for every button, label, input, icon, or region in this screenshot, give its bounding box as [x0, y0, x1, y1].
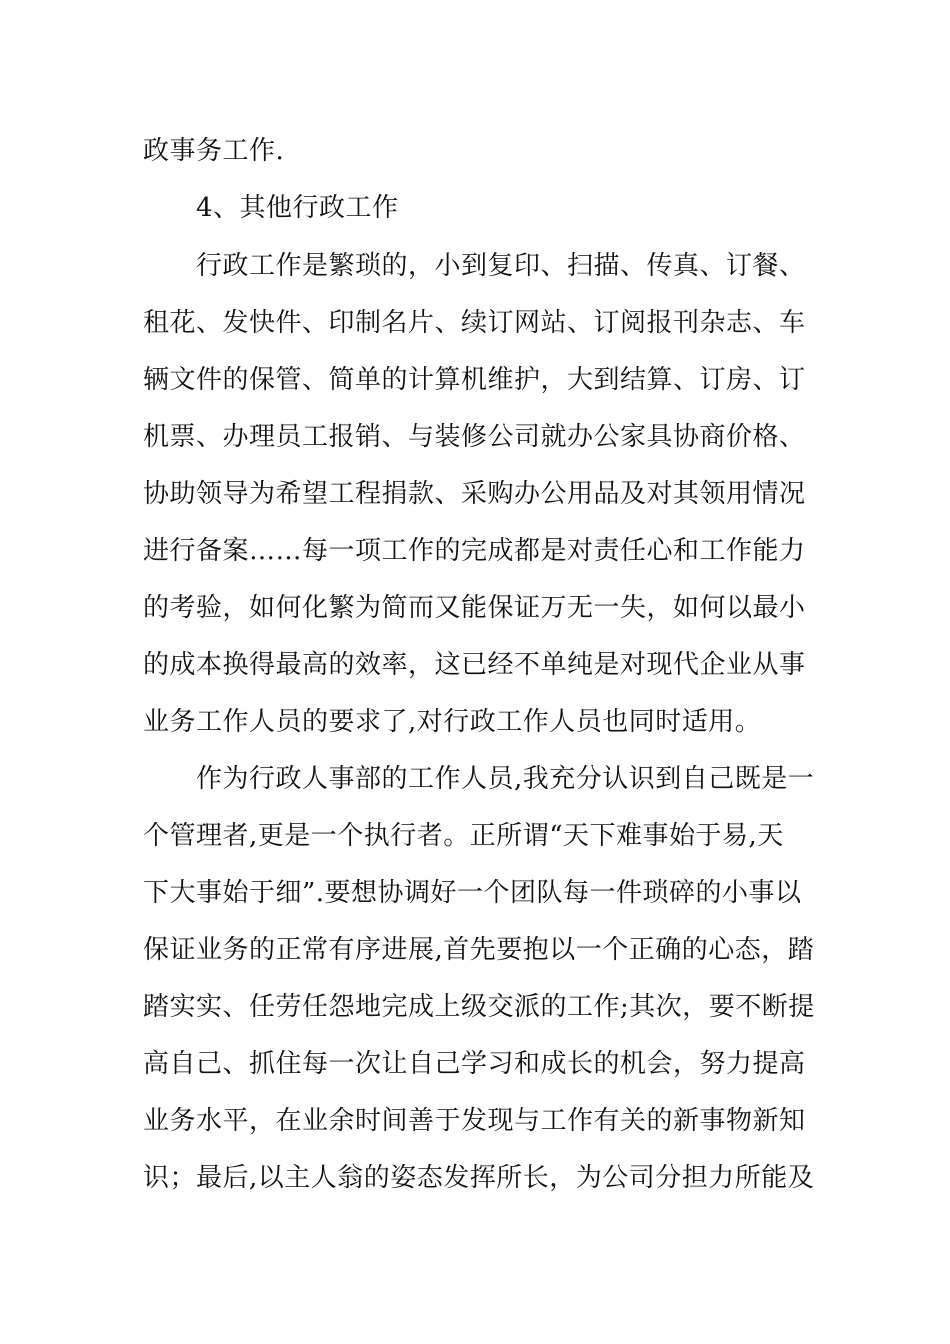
text-line-11: 业务工作人员的要求了,对行政工作人员也同时适用。 [143, 707, 762, 737]
text-line-4: 租花、发快件、印制名片、续订网站、订阅报刊杂志、车 [143, 308, 806, 338]
section-heading: 4、其他行政工作 [196, 193, 399, 223]
text-line-12: 作为行政人事部的工作人员,我充分认识到自己既是一 [196, 764, 815, 794]
text-line-1: 政事务工作. [143, 136, 285, 166]
text-line-16: 踏实实、任劳任怨地完成上级交派的工作;其次，要不断提 [143, 992, 815, 1022]
text-line-19: 识；最后,以主人翁的姿态发挥所长，为公司分担力所能及 [143, 1163, 815, 1193]
text-line-3: 行政工作是繁琐的，小到复印、扫描、传真、订餐、 [196, 251, 806, 281]
text-line-18: 业务水平，在业余时间善于发现与工作有关的新事物新知 [143, 1106, 806, 1136]
text-line-6: 机票、办理员工报销、与装修公司就办公家具协商价格、 [143, 422, 806, 452]
text-line-5: 辆文件的保管、简单的计算机维护，大到结算、订房、订 [143, 365, 806, 395]
text-line-7: 协助领导为希望工程捐款、采购办公用品及对其领用情况 [143, 479, 806, 509]
text-line-10: 的成本换得最高的效率，这已经不单纯是对现代企业从事 [143, 650, 806, 680]
text-line-15: 保证业务的正常有序进展,首先要抱以一个正确的心态，踏 [143, 935, 815, 965]
text-line-8: 进行备案……每一项工作的完成都是对责任心和工作能力 [143, 536, 806, 566]
text-line-9: 的考验，如何化繁为简而又能保证万无一失，如何以最小 [143, 593, 806, 623]
text-line-13: 个管理者,更是一个执行者。正所谓“天下难事始于易,天 [143, 821, 784, 851]
text-line-14: 下大事始于细”.要想协调好一个团队每一件琐碎的小事以 [143, 878, 802, 908]
text-line-17: 高自己、抓住每一次让自己学习和成长的机会，努力提高 [143, 1049, 806, 1079]
